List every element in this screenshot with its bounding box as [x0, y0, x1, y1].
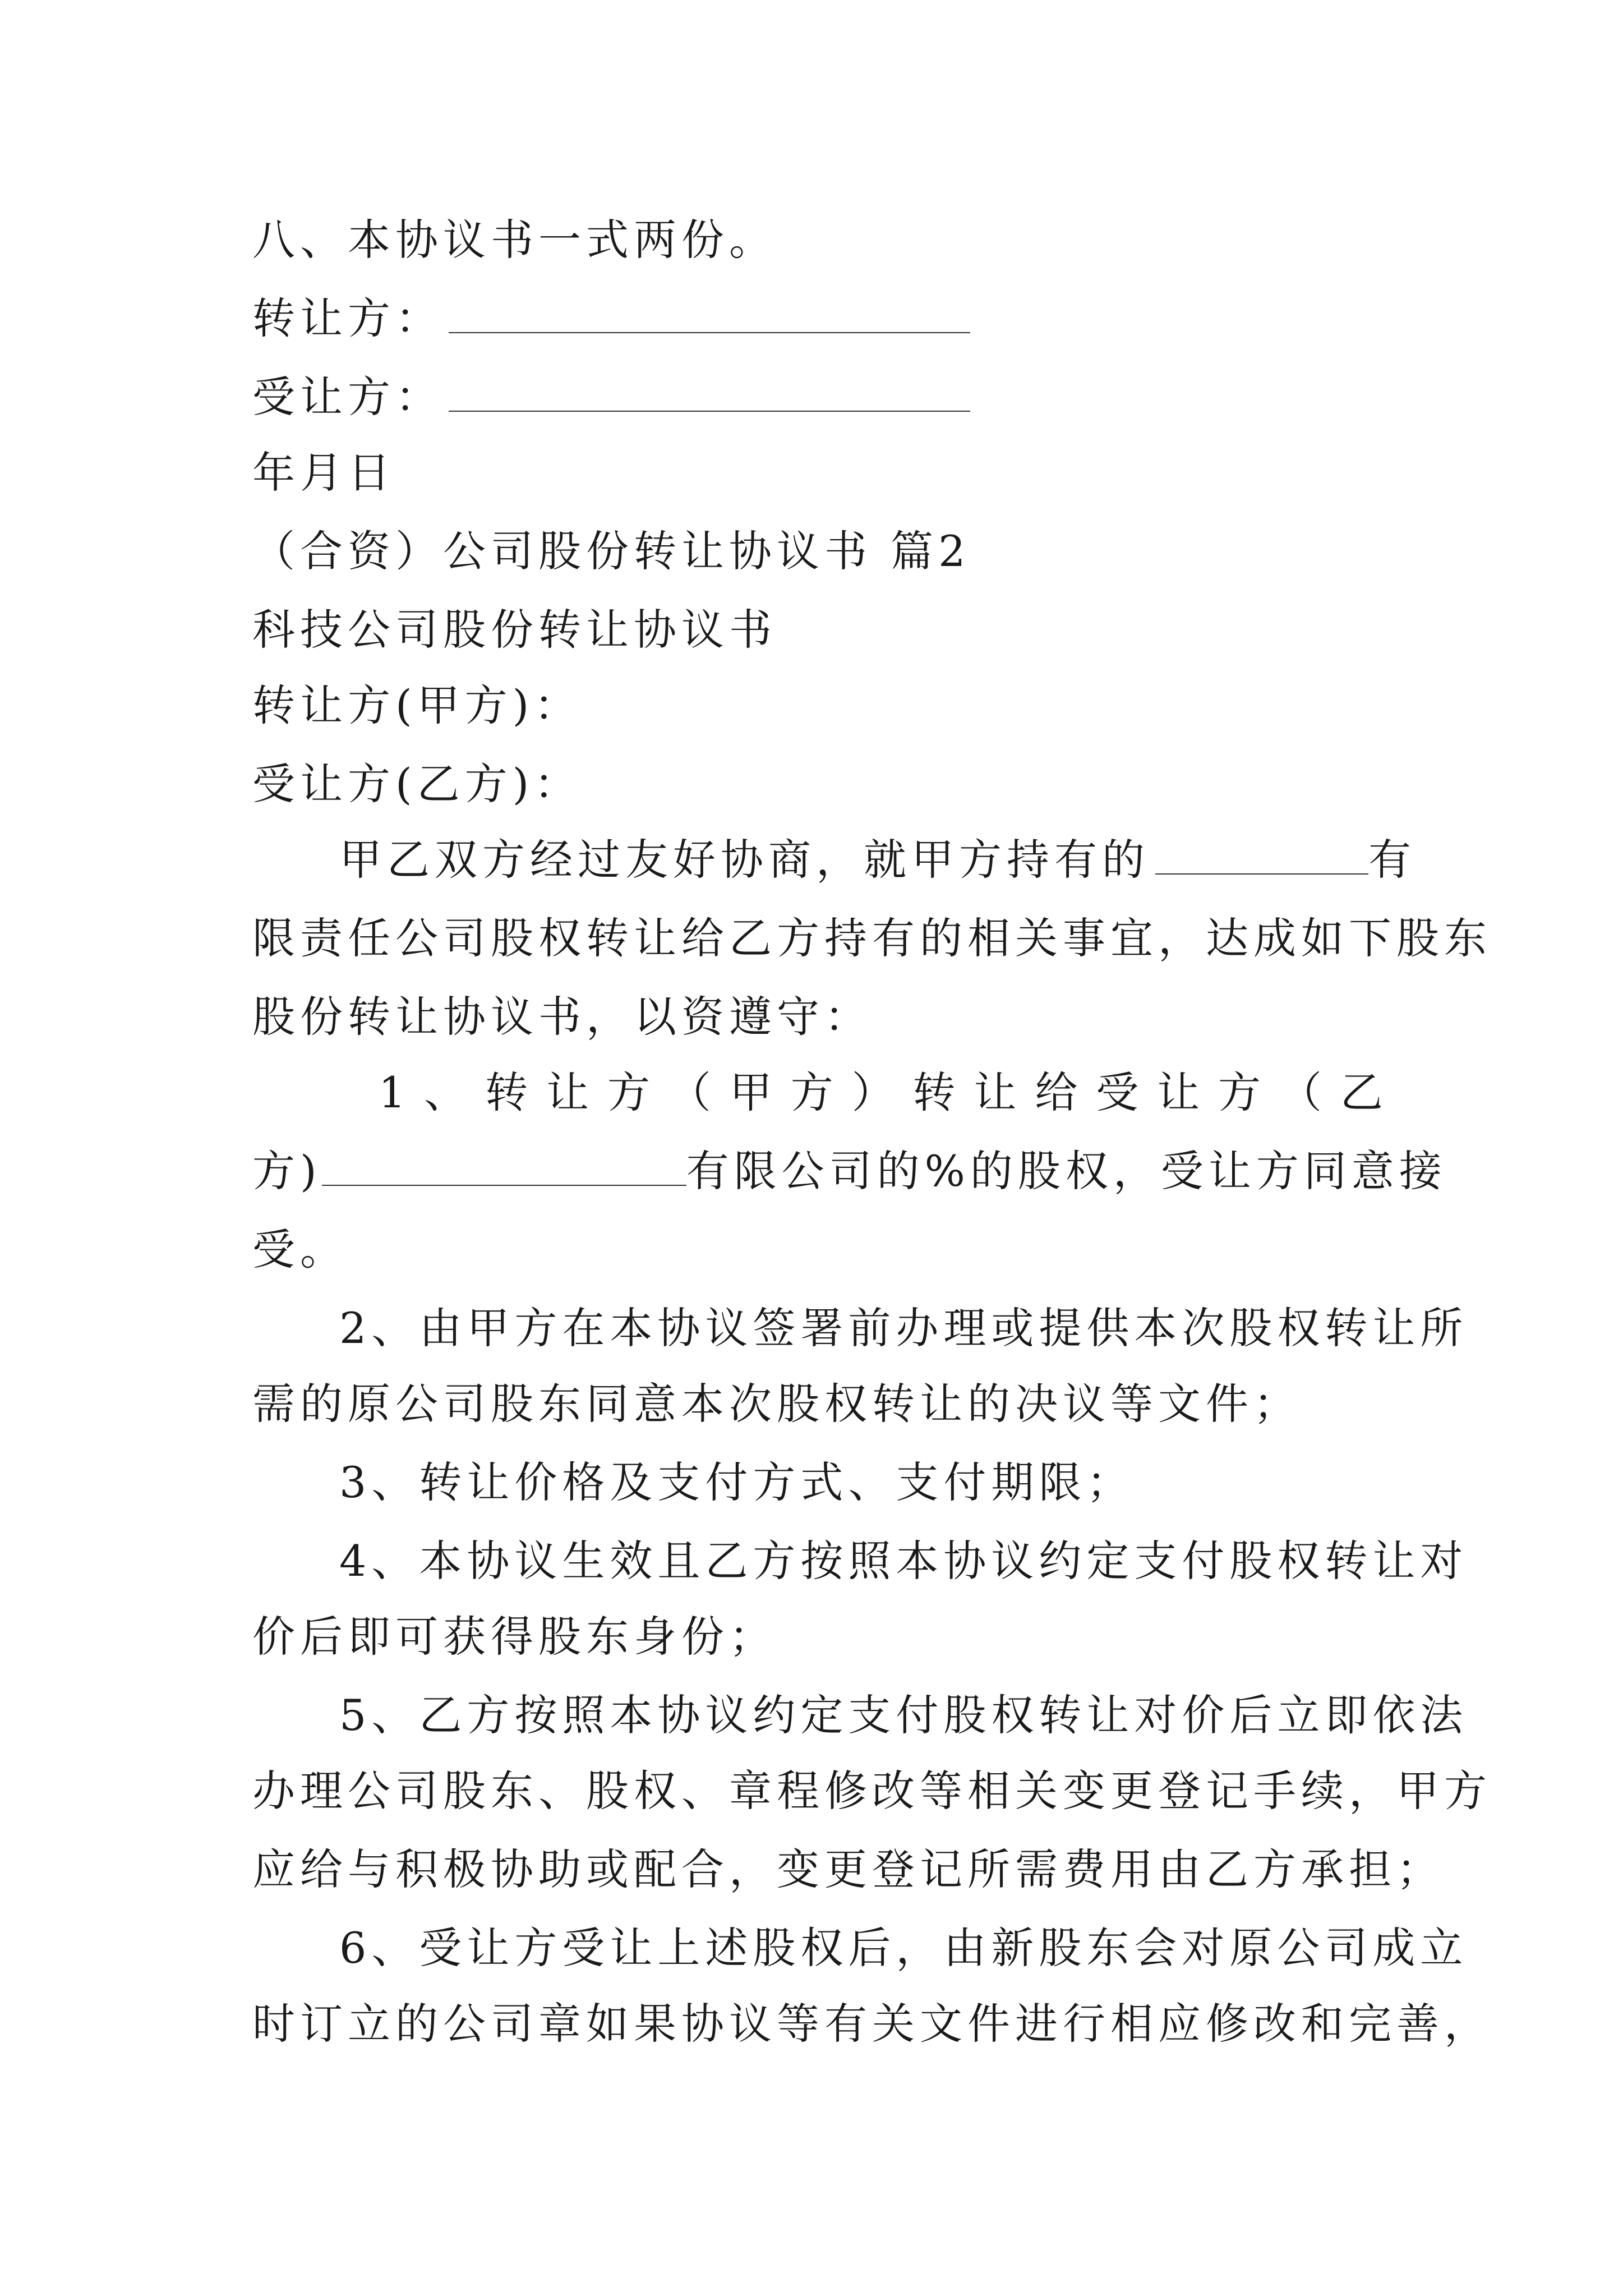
percentage-company-blank: [322, 1185, 686, 1186]
transferor-label: 转让方：: [252, 293, 443, 343]
clause-4-line-1: 4、本协议生效且乙方按照本协议约定支付股权转让对: [339, 1536, 1468, 1586]
clause-5-line-1: 5、乙方按照本协议约定支付股权转让对价后立即依法: [339, 1690, 1468, 1740]
spread-char: 让: [1157, 1068, 1200, 1117]
spread-char: 让: [546, 1068, 589, 1117]
section-heading: （合资）公司股份转让协议书 篇2: [252, 526, 971, 576]
intro-line-2: 限责任公司股权转让给乙方持有的相关事宜，达成如下股东: [252, 913, 1492, 963]
spread-char: 给: [1035, 1068, 1078, 1117]
spread-char: 乙: [1340, 1068, 1383, 1117]
spread-char: 受: [1096, 1068, 1139, 1117]
intro-text-1: 甲乙双方经过友好协商，就甲方持有的: [339, 835, 1150, 885]
spread-char: 方: [790, 1068, 833, 1117]
transferee-blank: [449, 411, 970, 412]
spread-char: （: [668, 1068, 711, 1117]
party-b-line: 受让方(乙方)：: [252, 759, 582, 809]
spread-char: ）: [851, 1068, 895, 1117]
clause-1-line-1: [252, 1068, 1383, 1117]
intro-text-1b: 有: [1368, 835, 1416, 885]
clause-1-line-3: 受。: [252, 1225, 348, 1274]
party-a-line: 转让方(甲方)：: [252, 680, 582, 730]
document-title: 科技公司股份转让协议书: [252, 605, 777, 655]
clause-5-line-2: 办理公司股东、股权、章程修改等相关变更登记手续，甲方: [252, 1766, 1492, 1816]
spread-char: 方: [1218, 1068, 1261, 1117]
spread-char: 方: [607, 1068, 650, 1117]
spread-char: 1: [379, 1068, 406, 1117]
intro-line-3: 股份转让协议书，以资遵守：: [252, 992, 872, 1042]
spread-char: 转: [485, 1068, 528, 1117]
spread-char: （: [1279, 1068, 1322, 1117]
clause-2-line-1: 2、由甲方在本协议签署前办理或提供本次股权转让所: [339, 1303, 1468, 1353]
clause-2-line-2: 需的原公司股东同意本次股权转让的决议等文件；: [252, 1379, 1301, 1429]
intro-line-1: [339, 835, 1461, 885]
clause-4-line-2: 价后即可获得股东身份；: [252, 1612, 777, 1662]
spread-char: 转: [912, 1068, 956, 1117]
clause-8: 八、本协议书一式两份。: [252, 215, 777, 265]
clause-5-line-3: 应给与积极协助或配合，变更登记所需费用由乙方承担；: [252, 1844, 1444, 1894]
spread-char: 甲: [729, 1068, 772, 1117]
spread-char: 、: [424, 1068, 467, 1117]
transferee-signature-line: [252, 372, 1374, 422]
company-blank: [1155, 873, 1368, 875]
clause-1-text-b: 有限公司的%的股权，受让方同意接: [686, 1146, 1447, 1196]
spread-char: 让: [974, 1068, 1017, 1117]
clause-6-line-1: 6、受让方受让上述股权后，由新股东会对原公司成立: [339, 1923, 1468, 1973]
clause-3: 3、转让价格及支付方式、支付期限；: [339, 1457, 1135, 1507]
transferee-label: 受让方：: [252, 372, 443, 422]
transferor-blank: [449, 332, 970, 333]
date-line: 年月日: [252, 448, 395, 498]
clause-1-text-a: 方): [252, 1146, 322, 1196]
clause-6-line-2: 时订立的公司章如果协议等有关文件进行相应修改和完善，: [252, 1999, 1492, 2049]
transferor-signature-line: [252, 293, 1374, 343]
clause-1-line-2: [252, 1146, 1447, 1196]
